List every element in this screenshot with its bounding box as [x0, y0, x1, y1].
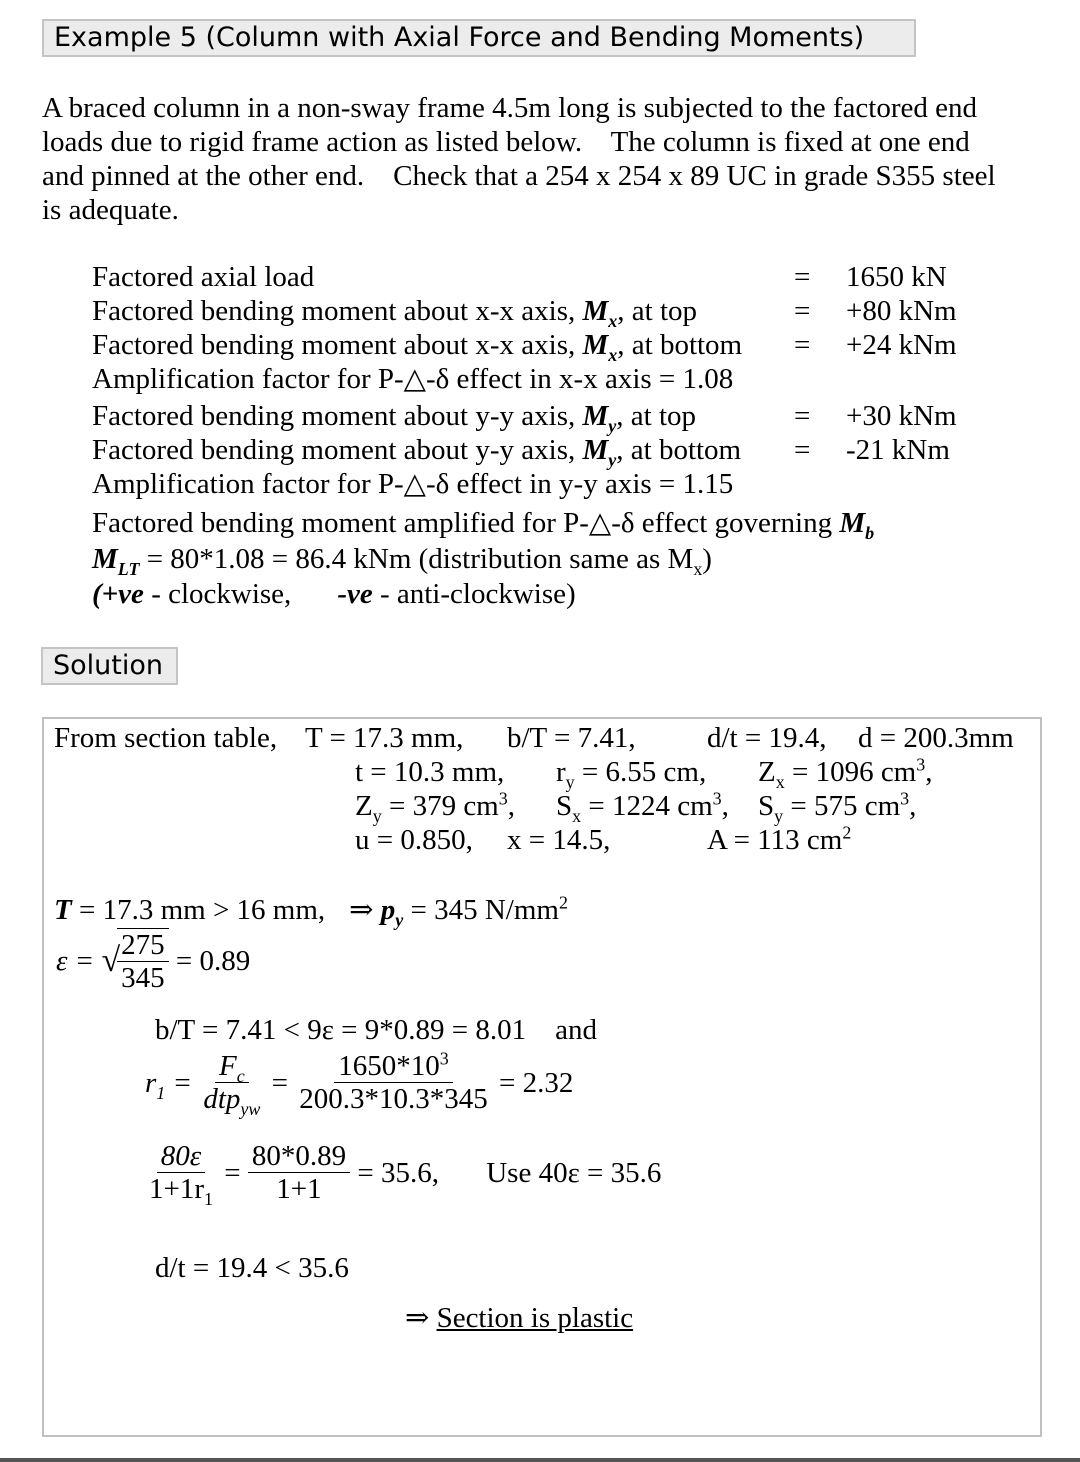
mx-top-post: , at top [617, 295, 698, 327]
axial-load-value: 1650 kN [846, 261, 947, 293]
mx-top-label [92, 294, 698, 331]
amp-factor-y: Amplification factor for P-△-δ effect in y-y axis = 1.15 [92, 468, 734, 500]
example-title [42, 19, 916, 57]
thickness-check: T = 17.3 mm > 16 mm, ⇒ $p_y = 345$ $N/mm^2$ [54, 892, 568, 930]
my-top-pre: Factored bending moment about y-y axis, [92, 400, 583, 432]
mb-text: Factored bending moment amplified for P-△-δ effect governing [92, 507, 840, 539]
prop-A: A = 113 $cm^2$ [707, 822, 852, 856]
r1-frac-2 [295, 1050, 492, 1115]
py-symbol: $p_y$ [380, 894, 404, 930]
lim-num2: 80*0.89 [248, 1140, 350, 1173]
intro-line-4: is adequate. [42, 194, 179, 226]
section-lead: From section table, [54, 722, 278, 754]
sy-value: 575 cm [813, 790, 901, 822]
zy-value: 379 cm [412, 790, 499, 822]
r1-value: = 2.32 [499, 1066, 574, 1099]
r1-frac-1 [199, 1050, 264, 1119]
eps-num: 275 [117, 929, 169, 962]
eq: = [224, 1156, 241, 1189]
prop-ry: $r_y = 6.55$ cm, [556, 756, 707, 792]
mx-bottom-value: +24 kNm [846, 329, 957, 361]
sign-neg-text: - anti-clockwise) [372, 578, 576, 610]
prop-t: t = 10.3 mm, [355, 756, 505, 788]
mx-top-pre: Factored bending moment about x-x axis, [92, 295, 583, 327]
eq: = [271, 1066, 288, 1099]
conclusion-text: Section is plastic [436, 1302, 634, 1334]
r1-symbol: $r_1$ = [145, 1066, 193, 1103]
sx-value: 1224 cm [611, 790, 713, 822]
example-title-text: Example 5 (Column with Axial Force and Bending Moments) [54, 22, 865, 53]
mx-bot-post: , at bottom [617, 329, 743, 361]
a-value: A = 113 cm [707, 824, 843, 856]
eq-sign: = [794, 400, 811, 432]
prop-u: u = 0.850, [355, 824, 473, 856]
my-symbol: $M_y$ [582, 434, 617, 470]
prop-Sx: $S_x = 1224$ $cm^3$, [556, 788, 729, 826]
prop-Zy: $Z_y = 379$ $cm^3$, [355, 788, 515, 826]
my-bottom-value: -21 kNm [846, 434, 950, 466]
sign-pos: (+ve [92, 578, 144, 610]
my-top-label [92, 399, 697, 436]
page-bottom-divider [0, 1458, 1080, 1462]
eq-sign: = [794, 329, 811, 361]
r1-den2: 200.3*10.3*345 [299, 1083, 488, 1115]
mx-bot-pre: Factored bending moment about x-x axis, [92, 329, 583, 361]
ry-value: 6.55 cm, [605, 756, 707, 788]
my-bot-post: , at bottom [616, 434, 742, 466]
intro-line-3: and pinned at the other end. Check that a 254 x 254 x 89 UC in grade S355 steel [42, 160, 996, 192]
sign-neg: -ve [337, 578, 373, 610]
prop-dt: d/t = 19.4, [707, 722, 827, 754]
mb-line [92, 506, 875, 543]
amp-factor-x: Amplification factor for P-△-δ effect in x-x axis = 1.08 [92, 363, 734, 395]
eps-den: 345 [121, 962, 165, 994]
T-symbol: T [54, 894, 72, 926]
epsilon-symbol: ε = [56, 945, 95, 977]
mb-symbol: $M_b$ [839, 507, 875, 543]
r1-num2: $1650*10^3$ [334, 1050, 452, 1083]
mlt-text: = 80*1.08 = 86.4 kNm (distribution same as M [139, 543, 694, 575]
lim-frac-1 [145, 1140, 217, 1209]
my-bot-pre: Factored bending moment about y-y axis, [92, 434, 583, 466]
conclusion: ⇒ Section is plastic [405, 1302, 634, 1334]
prop-Zx: $Z_x = 1096$ $cm^3$, [758, 754, 933, 792]
T-line: = 17.3 mm > 16 mm, [71, 894, 326, 926]
lim-num: 80ε [157, 1140, 205, 1173]
mlt-symbol: $M_{LT}$ [92, 543, 140, 579]
prop-bT: b/T = 7.41, [507, 722, 636, 754]
prop-d: d = 200.3mm [858, 722, 1014, 754]
eps-value: = 0.89 [175, 945, 251, 977]
dt-check: d/t = 19.4 < 35.6 [155, 1252, 349, 1284]
zx-value: 1096 cm [815, 756, 917, 788]
solution-heading [41, 647, 178, 685]
mlt-line: $M_{LT} = 80*1.08 = 86.4$ kNm (distribution same as $M_x$) [92, 543, 712, 579]
prop-T: T = 17.3 mm, [305, 722, 464, 754]
bT-check: b/T = 7.41 < 9ε = 9*0.89 = 8.01 and [155, 1014, 597, 1046]
lim-value: = 35.6, [357, 1156, 439, 1189]
axial-load-label: Factored axial load [92, 261, 315, 293]
r1-num: $F_c$ [215, 1050, 249, 1083]
lim-den: $1+1r_1$ [149, 1173, 213, 1209]
eq-sign: = [794, 295, 811, 327]
solution-heading-text: Solution [53, 650, 163, 681]
r1-den: dtp$_{yw}$ [203, 1083, 261, 1119]
sqrt-fraction [117, 928, 169, 994]
py-line: = 345 N/mm [403, 894, 559, 926]
prop-x: x = 14.5, [507, 824, 611, 856]
my-symbol: $M_y$ [582, 400, 617, 436]
my-bottom-label [92, 433, 742, 470]
use-value: Use 40ε = 35.6 [486, 1156, 662, 1189]
sqrt-sign: √ [101, 942, 121, 979]
my-top-post: , at top [616, 400, 697, 432]
mx-symbol: $M_x$ [582, 329, 618, 365]
epsilon-formula [56, 928, 250, 994]
sign-convention [92, 577, 576, 611]
lim-den2: 1+1 [276, 1173, 322, 1205]
prop-Sy: $S_y = 575$ $cm^3$, [758, 788, 917, 826]
sign-pos-text: - clockwise, [143, 578, 292, 610]
lim-frac-2 [248, 1140, 350, 1205]
r1-formula [145, 1048, 574, 1119]
eq-sign: = [794, 261, 811, 293]
mx-bottom-label [92, 328, 743, 365]
my-top-value: +30 kNm [846, 400, 957, 432]
mlt-sub: x [693, 558, 703, 579]
mx-symbol: $M_x$ [582, 295, 618, 331]
mx-top-value: +80 kNm [846, 295, 957, 327]
intro-line-2: loads due to rigid frame action as listed below. The column is fixed at one end [42, 126, 970, 158]
limit-formula [145, 1140, 662, 1209]
intro-line-1: A braced column in a non-sway frame 4.5m long is subjected to the factored end [42, 92, 977, 124]
eq-sign: = [794, 434, 811, 466]
